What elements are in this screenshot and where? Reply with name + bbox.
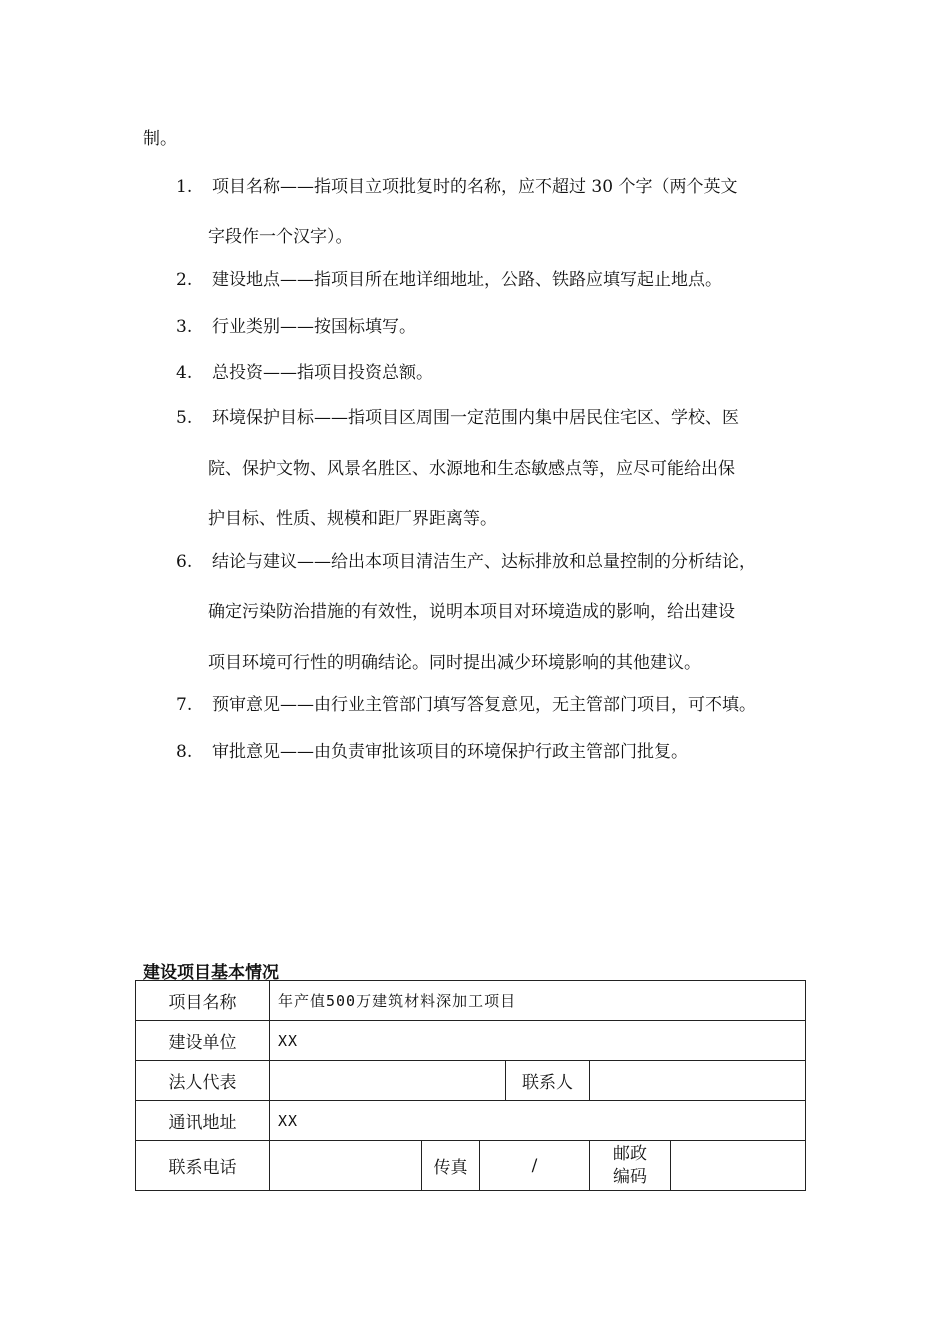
builder-label: 建设单位 <box>136 1021 270 1061</box>
list-item <box>176 690 756 715</box>
phone-label: 联系电话 <box>136 1141 270 1191</box>
address-value: XX <box>270 1101 806 1141</box>
phone-value <box>270 1141 422 1191</box>
postal-code-label <box>590 1141 671 1191</box>
list-item <box>176 547 756 572</box>
item-continuation-line: 护目标、性质、规模和距厂界距离等。 <box>208 509 497 529</box>
project-name-value: 年产值500万建筑材料深加工项目 <box>270 981 806 1021</box>
item-continuation-line: 院、保护文物、风景名胜区、水源地和生态敏感点等，应尽可能给出保 <box>208 459 735 479</box>
item-number: 3. <box>176 317 193 337</box>
item-text: 项目名称——指项目立项批复时的名称，应不超过 30 个字（两个英文 <box>212 177 738 197</box>
list-item <box>176 172 737 197</box>
project-name-label: 项目名称 <box>136 981 270 1021</box>
legal-rep-value <box>270 1061 506 1101</box>
item-number: 5. <box>176 408 193 428</box>
item-text: 行业类别——按国标填写。 <box>212 317 416 337</box>
table-row <box>136 1101 806 1141</box>
item-text: 审批意见——由负责审批该项目的环境保护行政主管部门批复。 <box>212 742 688 762</box>
table-row <box>136 981 806 1021</box>
fax-label: 传真 <box>422 1141 480 1191</box>
section-title: 建设项目基本情况 <box>143 963 279 983</box>
item-number: 4. <box>176 363 193 383</box>
item-text: 环境保护目标——指项目区周围一定范围内集中居民住宅区、学校、医 <box>212 408 739 428</box>
list-item <box>176 403 739 428</box>
item-text: 建设地点——指项目所在地详细地址，公路、铁路应填写起止地点。 <box>212 270 722 290</box>
list-item <box>176 265 722 290</box>
item-number: 7. <box>176 695 193 715</box>
postal-code-value <box>671 1141 806 1191</box>
list-item <box>176 358 433 383</box>
project-info-table <box>135 980 806 1191</box>
item-continuation-line: 项目环境可行性的明确结论。同时提出减少环境影响的其他建议。 <box>208 653 701 673</box>
item-number: 6. <box>176 552 193 572</box>
list-item <box>176 312 416 337</box>
list-item <box>176 737 688 762</box>
continuation-text: 制。 <box>143 129 177 149</box>
builder-value: XX <box>270 1021 806 1061</box>
table-row <box>136 1141 806 1191</box>
item-text: 总投资——指项目投资总额。 <box>212 363 433 383</box>
item-continuation-line: 确定污染防治措施的有效性，说明本项目对环境造成的影响，给出建设 <box>208 602 735 622</box>
table-row <box>136 1061 806 1101</box>
item-continuation-line: 字段作一个汉字）。 <box>208 227 353 247</box>
item-number: 2. <box>176 270 193 290</box>
fax-value: / <box>480 1141 590 1191</box>
table-row <box>136 1021 806 1061</box>
contact-value <box>590 1061 806 1101</box>
item-text: 结论与建议——给出本项目清洁生产、达标排放和总量控制的分析结论， <box>212 552 756 572</box>
legal-rep-label: 法人代表 <box>136 1061 270 1101</box>
item-text: 预审意见——由行业主管部门填写答复意见，无主管部门项目，可不填。 <box>212 695 756 715</box>
postal-label-line-1: 邮政 <box>613 1143 647 1164</box>
postal-label-line-2: 编码 <box>613 1166 647 1187</box>
item-number: 8. <box>176 742 193 762</box>
contact-label: 联系人 <box>506 1061 590 1101</box>
item-number: 1. <box>176 177 193 197</box>
address-label: 通讯地址 <box>136 1101 270 1141</box>
